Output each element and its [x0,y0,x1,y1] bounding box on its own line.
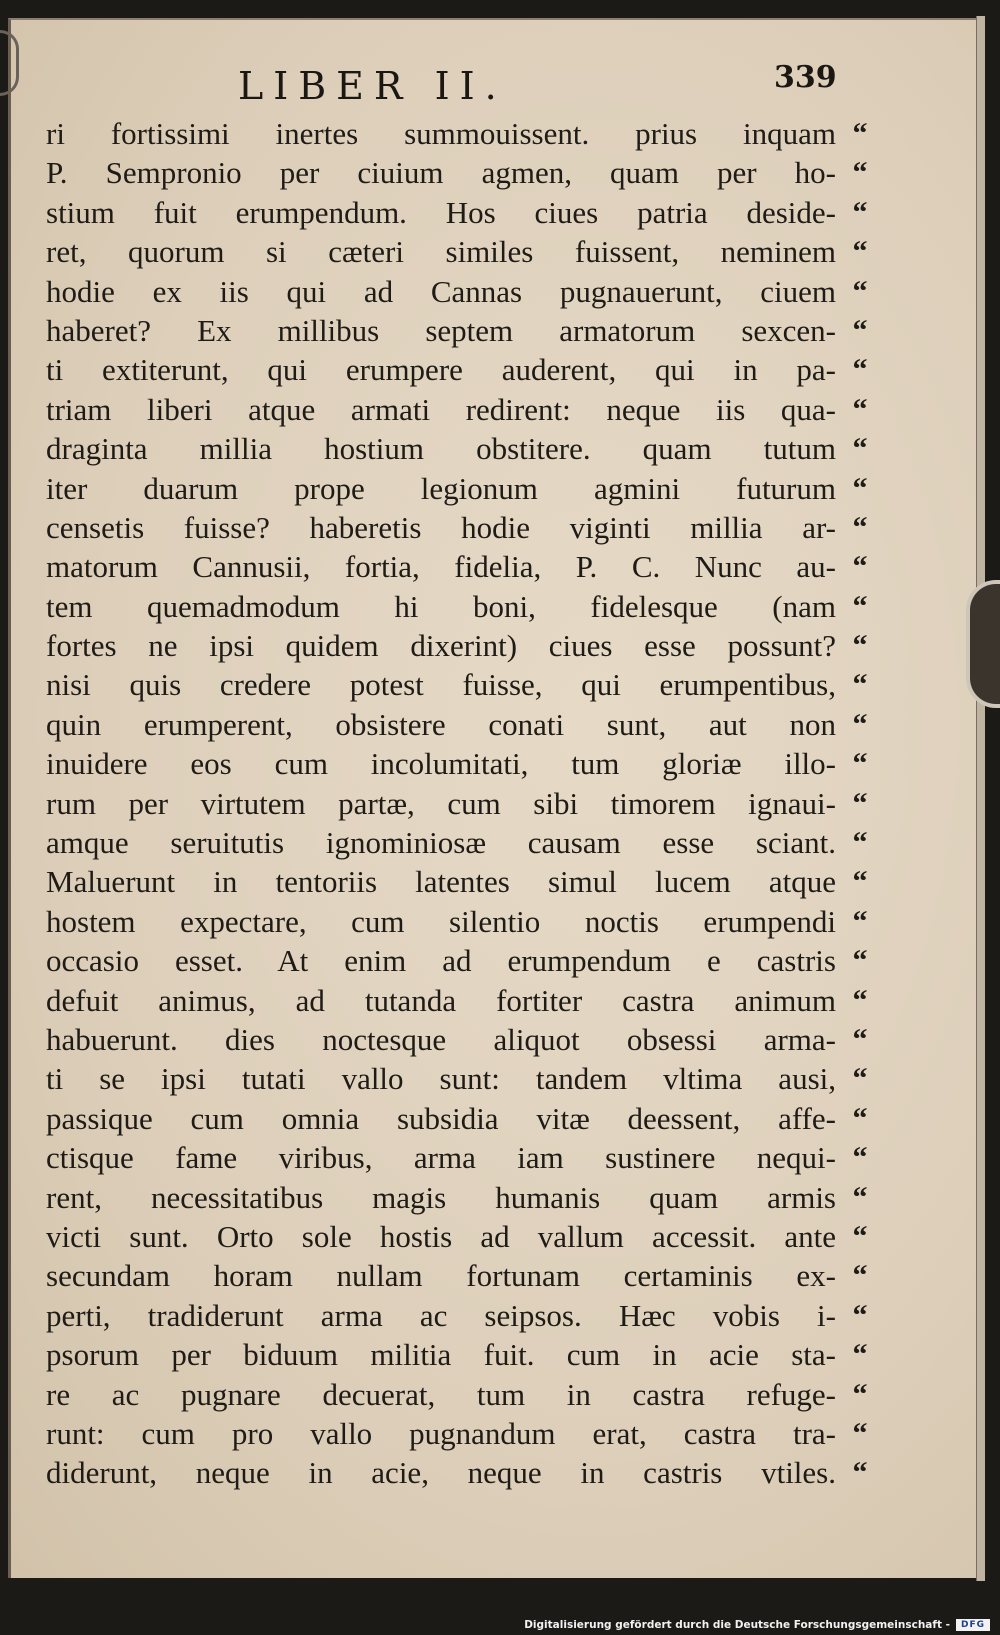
text-line: iter duarum prope legionum agmini futurum [46,470,836,506]
text-line: ri fortissimi inertes summouissent. prius inquam [46,116,836,151]
quotation-mark: “ [852,510,868,544]
quotation-mark: “ [852,944,868,978]
quotation-mark: “ [852,786,868,820]
binding-edge [0,30,19,96]
text-line: secundam horam nullam fortunam certaminis ex- [46,1258,836,1294]
quotation-mark: “ [852,983,868,1017]
quotation-mark: “ [852,1338,868,1372]
page-number: 339 [774,60,837,95]
quotation-mark: “ [852,589,868,623]
quotation-mark: “ [852,865,868,899]
text-line: draginta millia hostium obstitere. quam tutum [46,431,836,467]
quotation-mark: “ [852,550,868,584]
quotation-mark: “ [852,826,868,860]
text-line: quin erumperent, obsistere conati sunt, aut non [46,706,836,742]
quotation-mark: “ [852,1219,868,1253]
text-line: defuit animus, ad tutanda fortiter castra animum [46,982,836,1018]
text-line: rent, necessitatibus magis humanis quam armis [46,1179,836,1215]
quotation-mark: “ [852,471,868,505]
text-line: haberet? Ex millibus septem armatorum sexcen- [46,312,836,348]
text-line: hostem expectare, cum silentio noctis erumpendi [46,903,836,939]
quotation-mark: “ [852,629,868,663]
text-line: occasio esset. At enim ad erumpendum e castris [46,943,836,979]
text-line: runt: cum pro vallo pugnandum erat, castra tra- [46,1415,836,1451]
book-clasp [966,580,1000,708]
text-line: P. Sempronio per ciuium agmen, quam per ho- [46,155,836,191]
quotation-mark: “ [852,392,868,426]
quotation-mark: “ [852,1101,868,1135]
text-line: censetis fuisse? haberetis hodie viginti millia ar- [46,509,836,545]
text-line: psorum per biduum militia fuit. cum in acie sta- [46,1337,836,1373]
quotation-mark: “ [852,1141,868,1175]
quotation-mark: “ [852,235,868,269]
text-line: ret, quorum si cæteri similes fuissent, neminem [46,234,836,270]
text-line: passique cum omnia subsidia vitæ deessent, affe- [46,1100,836,1136]
quotation-mark: “ [852,668,868,702]
text-line: matorum Cannusii, fortia, fidelia, P. C. Nunc au- [46,549,836,585]
body-text [46,114,836,1493]
quotation-mark: “ [852,1062,868,1096]
text-line: Maluerunt in tentoriis latentes simul lucem atque [46,864,836,900]
dfg-logo: DFG [956,1619,990,1631]
text-line: habuerunt. dies noctesque aliquot obsessi arma- [46,1021,836,1057]
quotation-mark: “ [852,1180,868,1214]
text-line: inuidere eos cum incolumitati, tum gloriæ illo- [46,746,836,782]
quotation-mark: “ [852,1456,868,1490]
quotation-mark: “ [852,353,868,387]
quotation-mark: “ [852,274,868,308]
quotation-margin [840,114,880,1493]
quotation-mark: “ [852,117,868,150]
quotation-mark: “ [852,707,868,741]
text-line: re ac pugnare decuerat, tum in castra refuge- [46,1376,836,1412]
quotation-mark: “ [852,1022,868,1056]
text-line: ctisque fame viribus, arma iam sustinere nequi- [46,1140,836,1176]
text-line: ti se ipsi tutati vallo sunt: tandem vltima ausi, [46,1061,836,1097]
text-line: tem quemadmodum hi boni, fidelesque (nam [46,588,836,624]
text-line: ti extiterunt, qui erumpere auderent, qui in pa- [46,352,836,388]
quotation-mark: “ [852,1259,868,1293]
digitization-credit: Digitalisierung gefördert durch die Deutsche Forschungsgemeinschaft - [524,1619,950,1631]
quotation-mark: “ [852,156,868,190]
text-line: stium fuit erumpendum. Hos ciues patria deside- [46,194,836,230]
text-line: fortes ne ipsi quidem dixerint) ciues esse possunt? [46,628,836,664]
quotation-mark: “ [852,1377,868,1411]
quotation-mark: “ [852,747,868,781]
text-line: hodie ex iis qui ad Cannas pugnauerunt, ciuem [46,273,836,309]
text-line: diderunt, neque in acie, neque in castris vtiles. [46,1455,836,1491]
text-line: victi sunt. Orto sole hostis ad vallum accessit. ante [46,1218,836,1254]
quotation-mark: “ [852,432,868,466]
text-line: rum per virtutem partæ, cum sibi timorem ignaui- [46,785,836,821]
quotation-mark: “ [852,1298,868,1332]
text-line: amque seruitutis ignominiosæ causam esse sciant. [46,825,836,861]
quotation-mark: “ [852,195,868,229]
text-line: perti, tradiderunt arma ac seipsos. Hæc vobis i- [46,1297,836,1333]
quotation-mark: “ [852,904,868,938]
text-line: nisi quis credere potest fuisse, qui erumpentibus, [46,667,836,703]
quotation-mark: “ [852,313,868,347]
quotation-mark: “ [852,1416,868,1450]
running-head: LIBER II. [238,64,507,108]
page-stack-edge [976,16,985,1581]
text-line: triam liberi atque armati redirent: neque iis qua- [46,391,836,427]
